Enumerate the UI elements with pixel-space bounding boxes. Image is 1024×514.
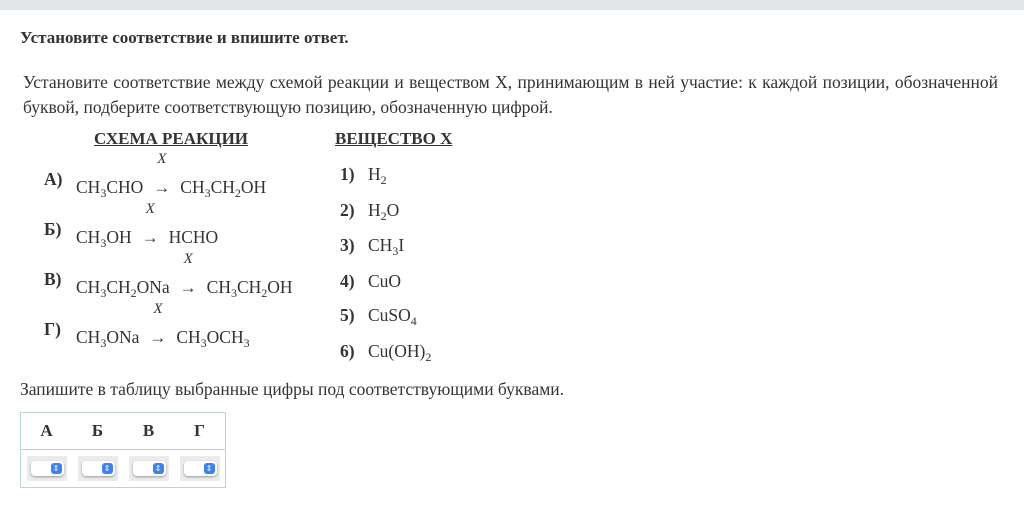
select-box[interactable] [31, 461, 64, 476]
formula-part: CH [76, 177, 101, 197]
formula-part: CH [76, 277, 101, 297]
subscript: 3 [100, 236, 107, 250]
task-description: Установите соответствие между схемой реакции и веществом X, принимающим в ней участие: к каждой позиции, обозначенной буквой, подберите соответствующую позицию, обозначенную цифрой. [23, 72, 998, 117]
substance-item [340, 235, 404, 259]
subscript: 3 [230, 286, 237, 300]
answer-cell [21, 450, 73, 488]
answer-select[interactable] [78, 456, 118, 481]
subscript: 2 [380, 173, 387, 187]
scheme-header: СХЕМА РЕАКЦИИ [94, 129, 249, 148]
formula-part: CuSO [368, 305, 411, 325]
formula-part: CH [368, 235, 393, 255]
subscript: 3 [100, 336, 107, 350]
formula-part: CuO [368, 271, 402, 291]
reaction-scheme [76, 301, 250, 351]
answer-cell [123, 450, 174, 488]
answer-cell [72, 450, 123, 488]
arrow-glyph: → [149, 328, 167, 347]
reagent-x: X [145, 201, 155, 217]
reaction-letter: Г) [44, 319, 61, 339]
arrow-icon [153, 151, 171, 198]
subscript: 3 [100, 186, 107, 200]
answer-select[interactable] [129, 456, 169, 481]
answer-select[interactable] [180, 456, 220, 481]
substance-number: 4) [340, 271, 355, 291]
substance-number: 6) [340, 341, 355, 361]
select-box[interactable] [184, 461, 217, 476]
substance-item [340, 305, 417, 329]
reaction-letter: А) [44, 169, 63, 189]
formula-part: HCHO [168, 227, 219, 247]
subscript: 2 [130, 286, 137, 300]
substance-item [340, 164, 387, 188]
column-header: А [21, 413, 73, 450]
arrow-glyph: → [141, 228, 159, 247]
arrow-icon [179, 251, 197, 298]
reaction-scheme [76, 201, 219, 251]
reagent-x: X [153, 301, 163, 317]
select-box[interactable] [133, 461, 166, 476]
subscript: 3 [243, 336, 250, 350]
reagent-x: X [183, 251, 193, 267]
substance-number: 5) [340, 305, 355, 325]
subscript: 3 [204, 186, 211, 200]
formula-part: CH [76, 327, 101, 347]
reaction-scheme [76, 251, 293, 301]
subscript: 2 [234, 186, 241, 200]
arrow-icon [149, 301, 167, 348]
instruction-note: Запишите в таблицу выбранные цифры под соответствующими буквами. [20, 379, 565, 399]
task-title: Установите соответствие и впишите ответ. [20, 28, 349, 47]
formula-part: H [368, 200, 381, 220]
substance-item [340, 341, 431, 365]
formula-part: CH [176, 327, 201, 347]
reaction-letter: В) [44, 269, 62, 289]
formula-part: CH [236, 277, 262, 297]
reaction-letter: Б) [44, 219, 62, 239]
top-bar [0, 0, 1024, 10]
formula-part: ONa [106, 327, 140, 347]
select-arrows-icon[interactable]: ⇕ [204, 463, 215, 474]
arrow-glyph: → [153, 178, 171, 197]
formula-part: CHO [106, 177, 144, 197]
formula-part: OH [267, 277, 293, 297]
subscript: 3 [100, 286, 107, 300]
select-arrows-icon[interactable]: ⇕ [153, 463, 164, 474]
formula-part: OCH [206, 327, 244, 347]
formula-part: CH [76, 227, 101, 247]
select-box[interactable] [82, 461, 115, 476]
formula-part: Cu(OH) [368, 341, 426, 361]
answer-cell [174, 450, 226, 488]
formula-part: CH [180, 177, 205, 197]
substance-number: 3) [340, 235, 355, 255]
formula-part: ONa [136, 277, 170, 297]
reagent-x: X [157, 151, 167, 167]
arrow-icon [141, 201, 159, 248]
formula-part: OH [240, 177, 267, 197]
formula-part: CH [106, 277, 131, 297]
formula-part: H [368, 164, 381, 184]
subscript: 4 [410, 314, 417, 328]
substance-number: 2) [340, 200, 355, 220]
substance-item [340, 200, 399, 224]
formula-part: CH [210, 177, 235, 197]
column-header: Б [72, 413, 123, 450]
column-header: Г [174, 413, 226, 450]
formula-part: O [386, 200, 400, 220]
subscript: 3 [392, 244, 399, 258]
subscript: 3 [200, 336, 207, 350]
subscript: 2 [261, 286, 268, 300]
answer-table [20, 412, 226, 488]
formula-part: CH [206, 277, 231, 297]
substance-header: ВЕЩЕСТВО X [335, 129, 453, 148]
column-header: В [123, 413, 174, 450]
subscript: 2 [425, 350, 432, 364]
answer-select[interactable] [27, 456, 67, 481]
select-arrows-icon[interactable]: ⇕ [102, 463, 113, 474]
substance-number: 1) [340, 164, 355, 184]
subscript: 2 [380, 209, 387, 223]
substance-item [340, 271, 401, 292]
reaction-scheme [76, 151, 267, 201]
formula-part: I [398, 235, 405, 255]
formula-part: OH [106, 227, 132, 247]
select-arrows-icon[interactable]: ⇕ [51, 463, 62, 474]
arrow-glyph: → [179, 278, 197, 297]
